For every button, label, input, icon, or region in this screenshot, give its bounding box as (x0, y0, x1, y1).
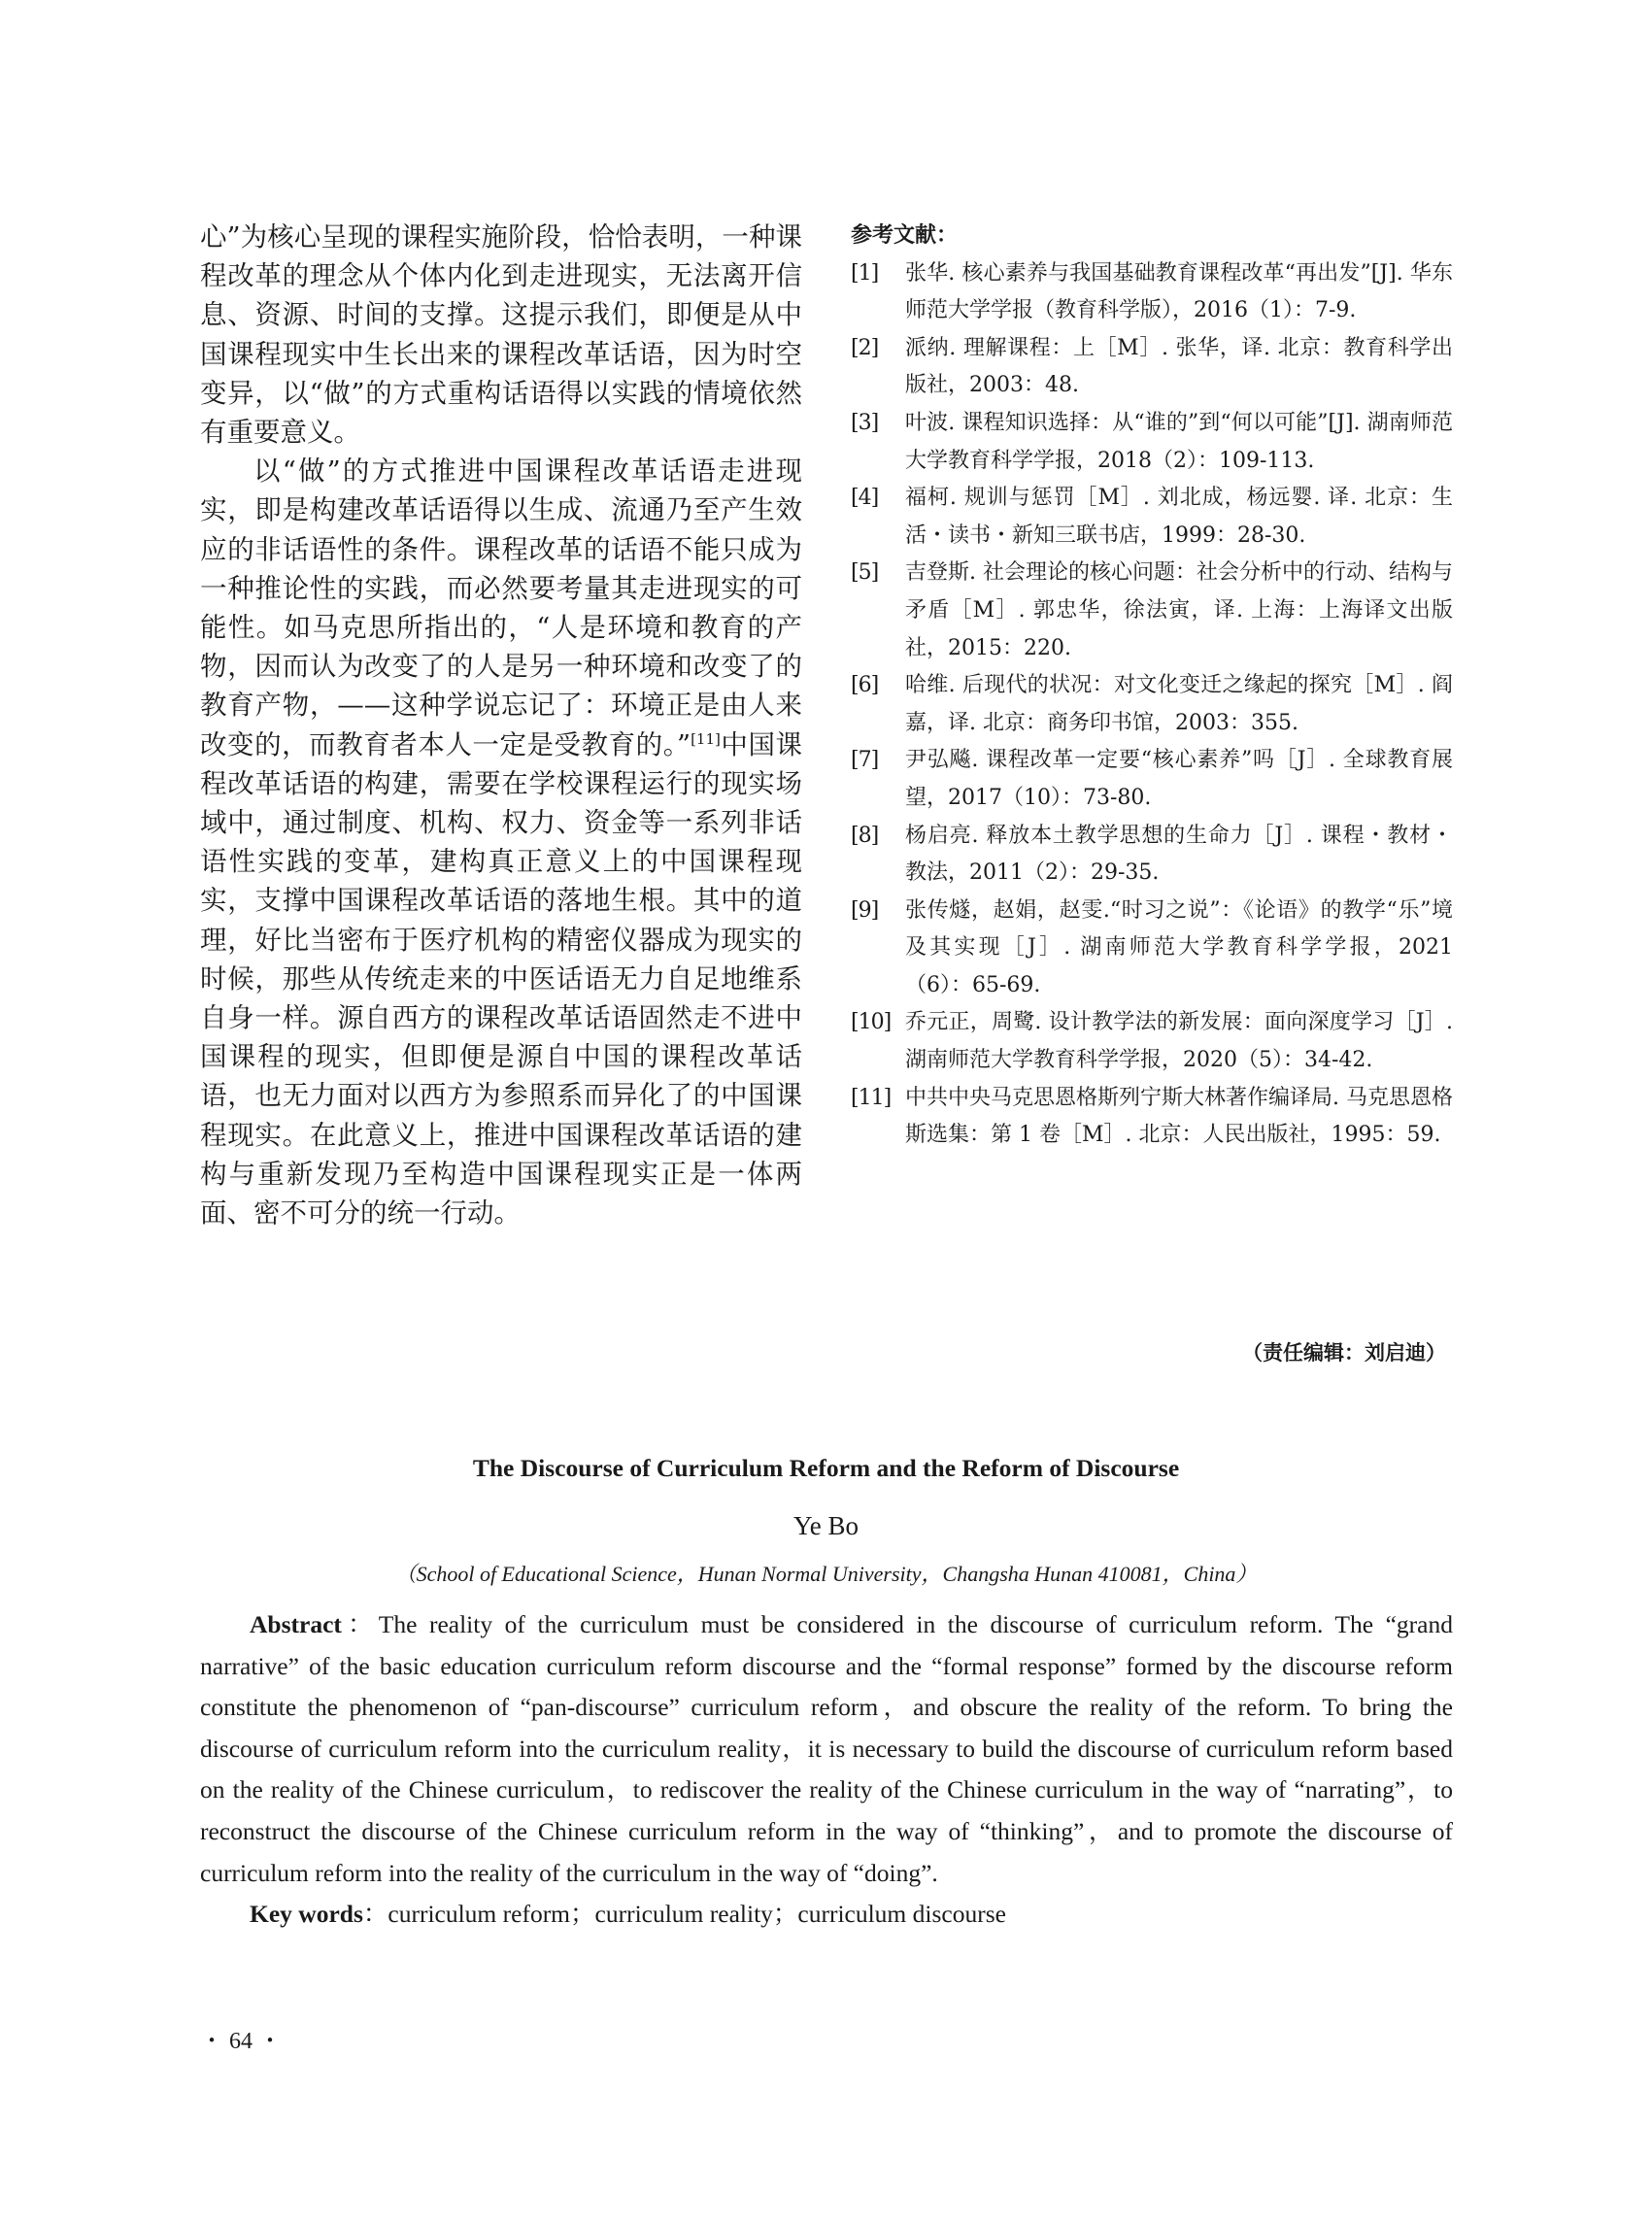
reference-item (851, 742, 1453, 817)
reference-item (851, 405, 1453, 480)
references-title: 参考文献： (851, 223, 959, 248)
reference-text: 张华. 核心素养与我国基础教育课程改革“再出发”[J]. 华东师范大学学报（教育科学版），2016（1）：7-9. (905, 260, 1453, 323)
reference-number: [9] (851, 897, 879, 923)
english-author: Ye Bo (792, 1511, 860, 1540)
page-number: ・ 64 ・ (200, 2029, 282, 2054)
keywords-paragraph (200, 1894, 1453, 1936)
reference-text: 尹弘飚. 课程改革一定要“核心素养”吗［J］. 全球教育展望，2017（10）：73-80. (905, 748, 1453, 810)
reference-list (851, 255, 1453, 1155)
reference-number: [7] (851, 748, 879, 773)
abstract-label: Abstract (250, 1610, 342, 1638)
keywords-text: curriculum reform；curriculum reality；curriculum discourse (388, 1900, 1006, 1929)
reference-item (851, 480, 1453, 555)
abstract-separator: ： (341, 1610, 379, 1638)
reference-number: [8] (851, 823, 879, 848)
body-paragraph: 心”为核心呈现的课程实施阶段，恰恰表明，一种课程改革的理念从个体内化到走进现实，无法离开信息、资源、时间的支撑。这提示我们，即便是从中国课程现实中生长出来的课程改革话语，因为时空变异，以“做”的方式重构话语得以实践的情境依然有重要意义。 (200, 221, 802, 449)
paragraph-text: 以“做”的方式推进中国课程改革话语走进现实，即是构建改革话语得以生成、流通乃至产生效应的非话语性的条件。课程改革的话语不能只成为一种推论性的实践，而必然要考量其走进现实的可能性。如马克思所指出的，“人是环境和教育的产物，因而认为改变了的人是另一种环境和改变了的教育产物，——这种学说忘记了：环境正是由人来改变的，而教育者本人一定是受教育的。” (200, 455, 802, 760)
reference-number: [2] (851, 335, 879, 360)
english-title: The Discourse of Curriculum Reform and the Reform of Discourse (472, 1454, 1180, 1482)
reference-text: 乔元正，周鹭. 设计教学法的新发展：面向深度学习［J］. 湖南师范大学教育科学学报，2020（5）：34-42. (905, 1010, 1453, 1073)
reference-text: 中共中央马克思恩格斯列宁斯大林著作编译局. 马克思恩格斯选集：第 1 卷［M］. 北京：人民出版社，1995：59. (905, 1085, 1453, 1148)
reference-text: 福柯. 规训与惩罚［M］. 刘北成，杨远婴. 译. 北京：生活・读书・新知三联书店，1999：28-30. (905, 486, 1453, 548)
reference-item (851, 255, 1453, 330)
citation-mark: [11] (691, 729, 721, 748)
reference-number: [10] (851, 1010, 892, 1035)
reference-text: 叶波. 课程知识选择：从“谁的”到“何以可能”[J]. 湖南师范大学教育科学学报，2018（2）：109-113. (905, 410, 1453, 473)
reference-number: [3] (851, 410, 879, 435)
reference-item (851, 555, 1453, 667)
reference-text: 哈维. 后现代的状况：对文化变迁之缘起的探究［M］. 阎嘉，译. 北京：商务印书馆，2003：355. (905, 673, 1453, 735)
body-paragraph (200, 452, 802, 1232)
reference-item (851, 330, 1453, 405)
reference-item (851, 1080, 1453, 1155)
body-text-column (200, 218, 802, 1232)
abstract-paragraph (200, 1604, 1453, 1894)
reference-number: [1] (851, 260, 879, 286)
reference-text: 杨启亮. 释放本土教学思想的生命力［J］. 课程・教材・教法，2011（2）：29-35. (905, 823, 1453, 886)
reference-number: [5] (851, 560, 879, 586)
reference-text: 张传燧，赵娟，赵雯.“时习之说”：《论语》的教学“乐”境及其实现［J］. 湖南师范大学教育科学学报，2021（6）：65-69. (905, 897, 1453, 997)
references-column (851, 218, 1453, 1155)
reference-item (851, 667, 1453, 742)
reference-item (851, 893, 1453, 1005)
reference-text: 派纳. 理解课程：上［M］. 张华，译. 北京：教育科学出版社，2003：48. (905, 335, 1453, 398)
reference-number: [11] (851, 1085, 892, 1110)
reference-number: [4] (851, 486, 879, 511)
english-affiliation: （School of Educational Science，Hunan Normal University，Changsha Hunan 410081，China） (394, 1562, 1258, 1586)
reference-item (851, 818, 1453, 893)
keywords-separator: ： (362, 1900, 388, 1929)
english-abstract (200, 1604, 1453, 1936)
reference-text: 吉登斯. 社会理论的核心问题：社会分析中的行动、结构与矛盾［M］. 郭忠华，徐法寅，译. 上海：上海译文出版社，2015：220. (905, 560, 1453, 660)
abstract-text: The reality of the curriculum must be considered in the discourse of curriculum reform. The “grand narrative” of the basic education curriculum reform discourse and the “formal response” formed by the discourse reform constitute the phenomenon of “pan-discourse” curriculum reform，and obscure the reality of the reform. To bring the discourse of curriculum reform into the curriculum reality，it is necessary to build the discourse of curriculum reform based on the reality of the Chinese curriculum，to rediscover the reality of the Chinese curriculum in the way of “narrating”，to reconstruct the discourse of the Chinese curriculum reform in the way of “thinking”，and to promote the discourse of curriculum reform into the reality of the curriculum in the way of “doing”. (200, 1610, 1453, 1887)
reference-number: [6] (851, 673, 879, 698)
paragraph-text: 中国课程改革话语的构建，需要在学校课程运行的现实场域中，通过制度、机构、权力、资金等一系列非话语性实践的变革，建构真正意义上的中国课程现实，支撑中国课程改革话语的落地生根。其中的道理，好比当密布于医疗机构的精密仪器成为现实的时候，那些从传统走来的中医话语无力自足地维系自身一样。源自西方的课程改革话语固然走不进中国课程的现实，但即便是源自中国的课程改革话语，也无力面对以西方为参照系而异化了的中国课程现实。在此意义上，推进中国课程改革话语的建构与重新发现乃至构造中国课程现实正是一体两面、密不可分的统一行动。 (200, 728, 803, 1230)
responsible-editor: （责任编辑：刘启迪） (1242, 1341, 1446, 1365)
keywords-label: Key words (250, 1900, 363, 1929)
reference-item (851, 1004, 1453, 1079)
